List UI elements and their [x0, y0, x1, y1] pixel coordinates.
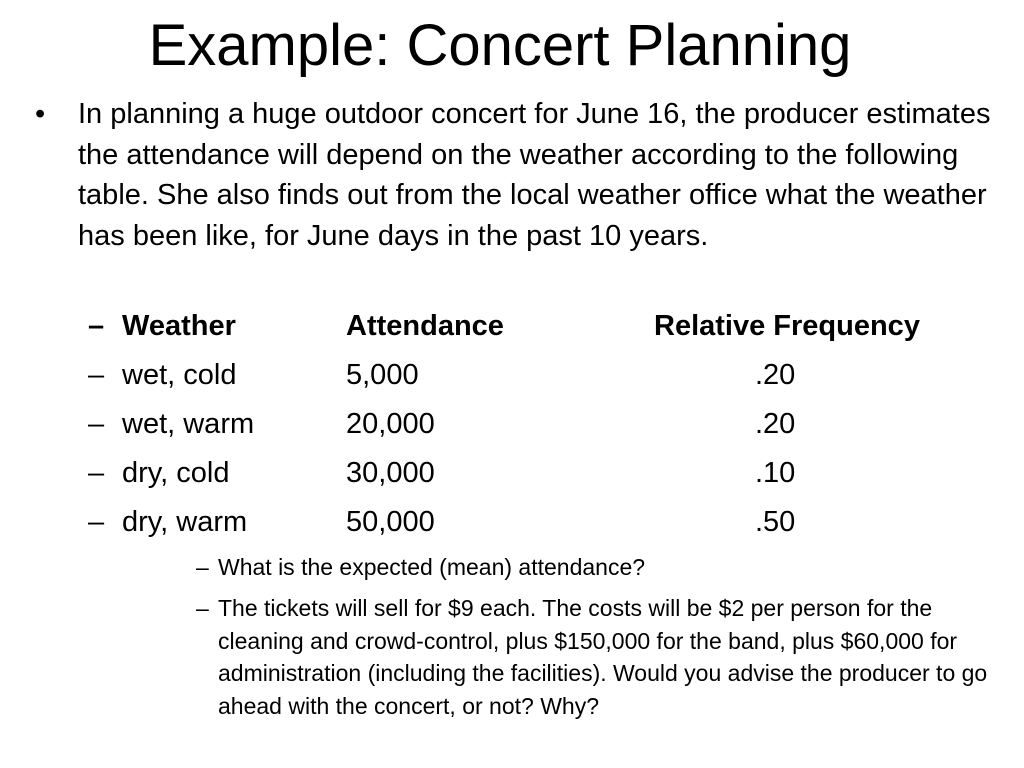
header-relative-frequency: Relative Frequency [654, 310, 920, 342]
attendance-cell: 50,000 [346, 506, 435, 538]
dash-icon: – [88, 310, 105, 342]
header-attendance: Attendance [346, 310, 504, 342]
intro-text: In planning a huge outdoor concert for June 16, the producer estimates the attendance will depend on the weather according to the following table. She also finds out from the local weather office what the weather has been like, for June days in the past 10 years. [78, 98, 991, 252]
weather-cell: dry, cold [122, 457, 230, 489]
weather-cell: wet, cold [122, 359, 237, 391]
table-row [0, 451, 1000, 495]
dash-icon: – [196, 554, 209, 580]
attendance-cell: 20,000 [346, 408, 435, 440]
header-weather: Weather [122, 310, 236, 342]
table-row [0, 500, 1000, 544]
dash-icon: – [88, 408, 105, 440]
dash-icon: – [196, 595, 209, 621]
frequency-cell: .20 [755, 359, 796, 391]
bullet-icon: • [35, 98, 46, 130]
table-header-row [0, 304, 1000, 348]
intro-bullet [35, 94, 995, 256]
dash-icon: – [88, 457, 105, 489]
frequency-cell: .10 [755, 457, 796, 489]
dash-icon: – [88, 359, 105, 391]
table-row [0, 402, 1000, 446]
question-text: The tickets will sell for $9 each. The costs will be $2 per person for the cleaning and crowd-control, plus $150,000 for the band, plus $60,000 for administration (including the facilities). Would you advise the producer to go ahead with the concert, or not? Why? [218, 595, 988, 719]
question-mean-attendance [196, 551, 996, 584]
frequency-cell: .50 [755, 506, 796, 538]
frequency-cell: .20 [755, 408, 796, 440]
table-row [0, 353, 1000, 397]
question-text: What is the expected (mean) attendance? [218, 554, 646, 580]
question-advise-producer [196, 592, 996, 722]
weather-cell: dry, warm [122, 506, 248, 538]
attendance-cell: 30,000 [346, 457, 435, 489]
weather-cell: wet, warm [122, 408, 255, 440]
slide-title: Example: Concert Planning [148, 13, 852, 78]
attendance-cell: 5,000 [346, 359, 419, 391]
dash-icon: – [88, 506, 105, 538]
